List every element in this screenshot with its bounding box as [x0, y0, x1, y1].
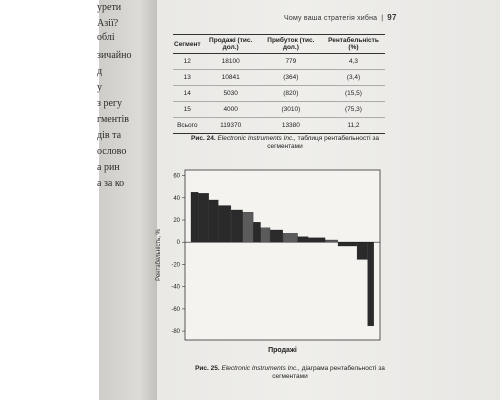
table-cell: 119370 [202, 118, 260, 134]
figure-25-caption [190, 365, 390, 381]
table-cell: 10841 [202, 70, 260, 86]
left-page-text: урети [97, 2, 122, 13]
chart-bar [219, 206, 231, 243]
table-cell: 18100 [202, 54, 260, 70]
caption-text: діаграма рентабельності за сегментами [272, 365, 385, 380]
chart-bar [298, 237, 308, 243]
y-tick-label: -40 [171, 284, 180, 291]
caption-company: Electronic Instruments Inc., [221, 365, 300, 372]
y-tick-label: -20 [171, 262, 180, 269]
table-cell: 13 [173, 70, 202, 86]
table-row [173, 54, 385, 70]
col-header-profitability: Рентабельність (%) [322, 35, 385, 54]
caption-label: Рис. 24. [191, 135, 216, 142]
table-row [173, 70, 385, 86]
running-header: Чому ваша стратегія хибна | 97 [284, 13, 397, 22]
left-page-text: з регу [97, 98, 122, 109]
left-page-text: д [97, 66, 103, 77]
col-header-segment: Сегмент [173, 35, 202, 54]
col-header-sales: Продажі (тис. дол.) [202, 35, 260, 54]
chart-bar [283, 233, 298, 242]
table-cell: 15 [173, 102, 202, 118]
left-page-text: дів та [97, 130, 122, 141]
chart-bar [243, 212, 253, 242]
y-tick-label: 40 [173, 195, 180, 202]
left-page-text: у [97, 82, 102, 93]
table-cell: (75,3) [322, 102, 385, 118]
col-header-profit: Прибуток (тис. дол.) [260, 35, 322, 54]
caption-text: таблиця рентабельності за сегментами [267, 135, 379, 150]
table-cell: 779 [260, 54, 322, 70]
chart-bar [338, 242, 357, 246]
table-row [173, 86, 385, 102]
chart-bar [198, 193, 208, 242]
caption-label: Рис. 25. [195, 365, 220, 372]
left-page-text: Азії? [97, 18, 119, 29]
chart-bar [357, 242, 367, 259]
table-total-row [173, 118, 385, 134]
table-cell: 13380 [260, 118, 322, 134]
table-row [173, 102, 385, 118]
table-cell: (3010) [260, 102, 322, 118]
table-cell: 11,2 [322, 118, 385, 134]
chart-bar [270, 230, 282, 242]
chart-bar [253, 222, 260, 242]
plot-area [185, 170, 380, 340]
table-cell: 14 [173, 86, 202, 102]
left-page-text: зичайно [97, 50, 132, 61]
chart-bar [261, 228, 270, 242]
y-tick-label: 60 [173, 173, 180, 180]
caption-company: Electronic Instruments Inc., [217, 135, 296, 142]
table-cell: 5030 [202, 86, 260, 102]
y-tick-label: 20 [173, 218, 180, 224]
y-tick-label: 0 [176, 240, 180, 247]
chart-bar [368, 242, 374, 326]
table-cell: 4,3 [322, 54, 385, 70]
segment-table [173, 34, 385, 134]
profitability-chart [150, 162, 390, 362]
left-page-text: ослово [97, 146, 127, 157]
left-page-text: гментів [97, 114, 129, 125]
table-cell: (15,5) [322, 86, 385, 102]
page-number: 97 [387, 13, 397, 22]
y-tick-label: -60 [171, 306, 180, 313]
table-cell: (820) [260, 86, 322, 102]
chart-bar [209, 200, 218, 242]
left-page-edge [99, 0, 157, 400]
table-cell: (3,4) [322, 70, 385, 86]
y-axis-label: Рентабельність, % [156, 229, 162, 281]
chart-bar [231, 210, 242, 242]
table-cell: 12 [173, 54, 202, 70]
chart-bar [325, 240, 337, 242]
table-cell: (364) [260, 70, 322, 86]
chart-bar [191, 192, 198, 242]
y-tick-label: -80 [171, 329, 180, 336]
table-header-row [173, 35, 385, 54]
table-cell: 4000 [202, 102, 260, 118]
chart-bar [308, 238, 325, 242]
left-page-text: облі [97, 32, 115, 43]
figure-24-caption [180, 135, 390, 151]
left-page-text: а за ко [97, 178, 125, 189]
table-cell: Всього [173, 118, 202, 134]
running-title: Чому ваша стратегія хибна [284, 15, 378, 22]
left-page-text: а рин [97, 162, 120, 173]
x-axis-label: Продажі [268, 347, 297, 354]
